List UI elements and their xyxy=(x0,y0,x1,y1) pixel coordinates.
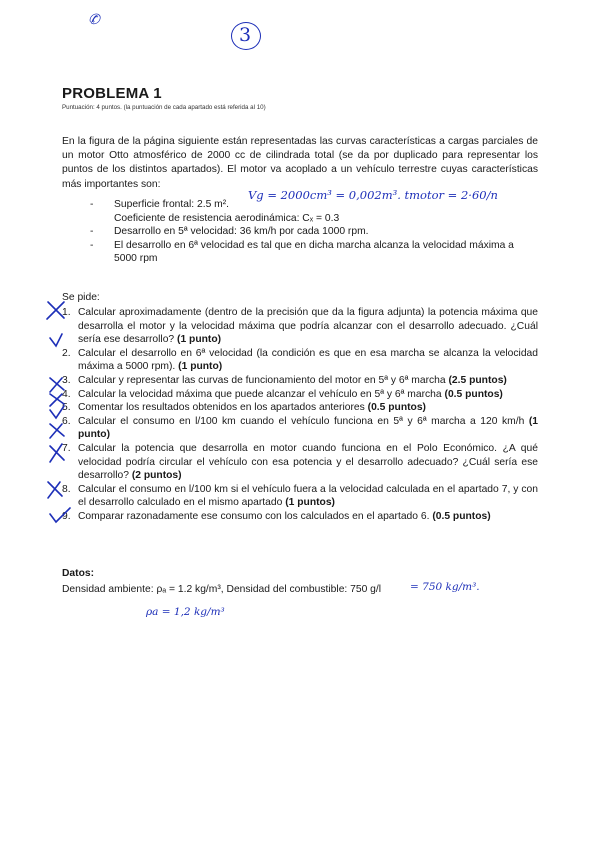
score-note: Puntuación: 4 puntos. (la puntuación de cada apartado está referida al 10) xyxy=(62,104,266,111)
bullet-dash-icon: - xyxy=(90,239,94,251)
questions-heading: Se pide: xyxy=(62,292,100,303)
intro-paragraph: En la figura de la página siguiente están representadas las curvas características a cargas parciales de un motor Otto atmosférico de 2000 cc de cilindrada total (se da por duplicado para representar los puntos de los distintos apartados). El motor va acoplado a un vehículo terrestre cuyas características más importantes son: xyxy=(62,136,538,190)
question-item: 3. Calcular y representar las curvas de funcionamiento del motor en 5ª y 6ª marcha (2.5 puntos) xyxy=(62,374,507,386)
handwritten-air-density-note: ρa = 1,2 kg/m³ xyxy=(146,606,225,618)
problem-title: PROBLEMA 1 xyxy=(62,85,162,102)
cross-mark-icon xyxy=(50,394,64,406)
question-item: 6. Calcular el consumo en l/100 km cuando el vehículo funciona en 5ª y 6ª marcha a 120 km/h (1 punto) xyxy=(62,415,538,441)
spec-drag: Coeficiente de resistencia aerodinámica: Cₓ = 0.3 xyxy=(114,212,340,224)
cross-mark-icon xyxy=(50,378,64,392)
spec-gear5: Desarrollo en 5ª velocidad: 36 km/h por cada 1000 rpm. xyxy=(114,226,369,238)
check-mark-icon xyxy=(50,406,64,418)
handwritten-displacement-note: Vg = 2000cm³ = 0,002m³. tmotor = 2·60/n xyxy=(248,188,498,202)
question-item: 4. Calcular la velocidad máxima que puede alcanzar el vehículo en 5ª y 6ª marcha (0.5 puntos) xyxy=(62,388,503,400)
cross-mark-icon xyxy=(47,302,64,319)
bullet-dash-icon: - xyxy=(90,199,94,210)
question-item: 1. Calcular aproximadamente (dentro de la precisión que da la figura adjunta) la potencia máxima que desarrolla el motor y la velocidad máxima que podría alcanzar con el desarrollo adecuado. ¿Cuál sería ese desarrollo? (1 punto) xyxy=(62,307,538,346)
cross-mark-icon xyxy=(50,424,64,438)
page-number: 3 xyxy=(239,24,252,46)
handwritten-density-note: = 750 kg/m³. xyxy=(410,581,480,593)
corner-mark-icon: ✆ xyxy=(88,12,100,28)
cross-mark-icon xyxy=(48,482,62,498)
question-item: 9. Comparar razonadamente ese consumo con los calculados en el apartado 6. (0.5 puntos) xyxy=(62,510,491,522)
bullet-dash-icon: - xyxy=(90,226,94,238)
question-item: 7. Calcular la potencia que desarrolla en motor cuando funciona en el Polo Económico. ¿A qué velocidad podría circular el vehículo con esa potencia y el desarrollo adecuado? ¿Cuál sería ese desarrollo? (2 puntos) xyxy=(62,442,538,482)
question-item: 8. Calcular el consumo en l/100 km si el vehículo fuera a la velocidad calculada en el apartado 7, y con el desarrollo calculado en el mismo apartado (1 puntos) xyxy=(62,483,538,509)
spec-gear6: El desarrollo en 6ª velocidad es tal que en dicha marcha alcanza la velocidad máxima a 5000 rpm xyxy=(114,239,514,265)
check-mark-icon xyxy=(50,334,62,346)
datos-heading: Datos: xyxy=(62,568,95,579)
spec-surface: Superficie frontal: 2.5 m². xyxy=(114,199,230,210)
datos-line: Densidad ambiente: ρₐ = 1.2 kg/m³, Densidad del combustible: 750 g/l xyxy=(62,584,382,595)
question-item: 2. Calcular el desarrollo en 6ª velocidad (la condición es que en esa marcha se alcanza la velocidad máxima a 5000 rpm). (1 punto) xyxy=(62,347,538,373)
question-item: 5. Comentar los resultados obtenidos en los apartados anteriores (0.5 puntos) xyxy=(62,402,426,414)
cross-mark-icon xyxy=(50,444,64,462)
check-mark-icon xyxy=(50,508,70,522)
